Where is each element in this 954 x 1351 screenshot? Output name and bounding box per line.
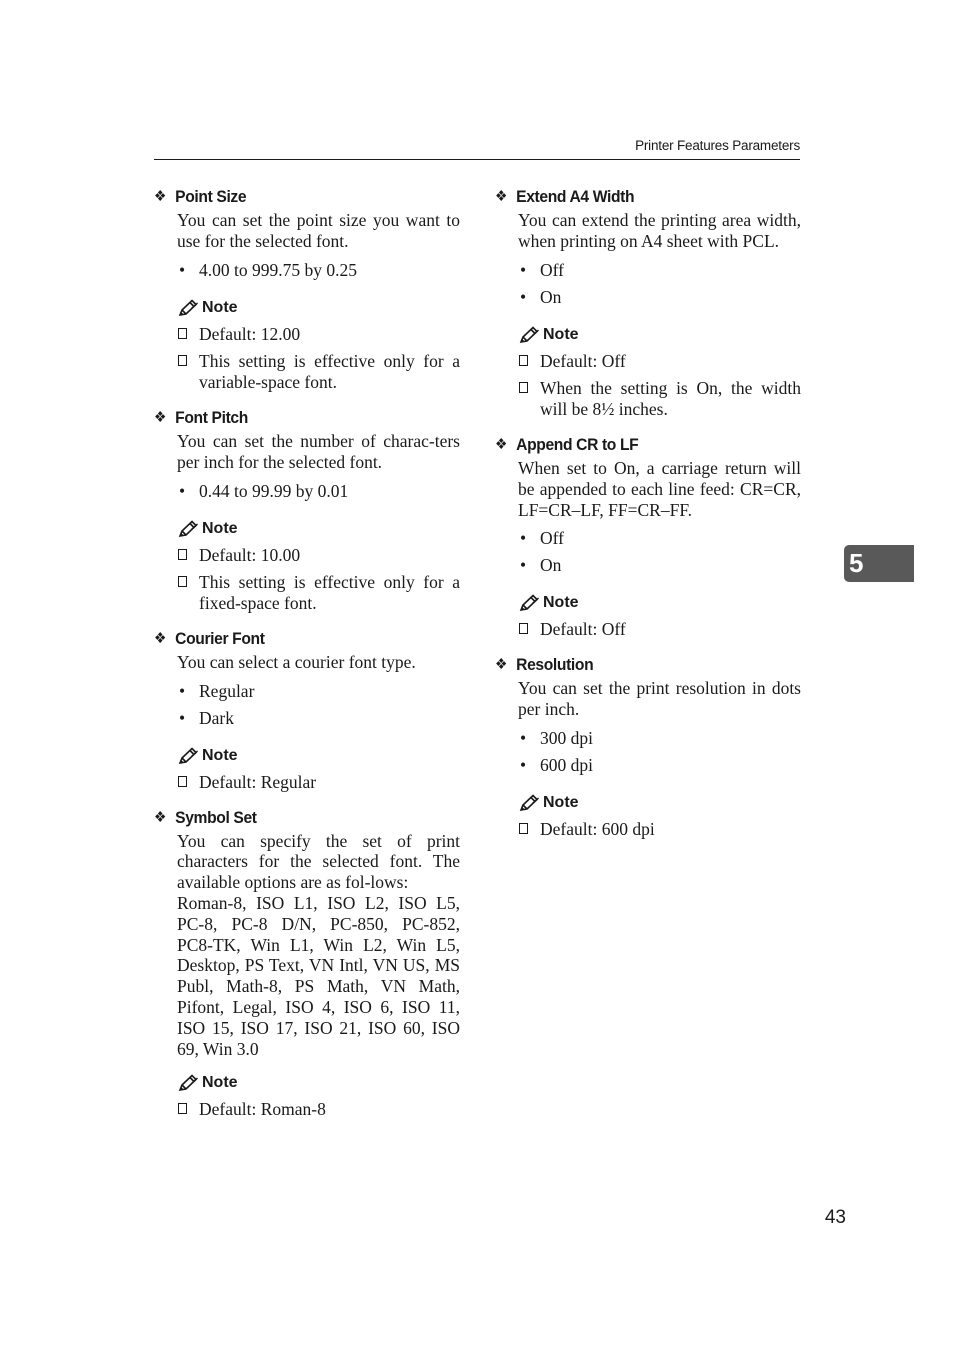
section-body-options: Roman-8, ISO L1, ISO L2, ISO L5, PC-8, PC-8 D/N, PC-850, PC-852, PC8-TK, Win L1, Win L2, Win L5, Desktop, PS Text, VN Intl, VN US, MS Publ, Math-8, PS Math, VN Math, Pifont, Legal, ISO 4, ISO 6, ISO 11, ISO 15, ISO 17, ISO 21, ISO 60, ISO 69, Win 3.0 bbox=[177, 892, 460, 1059]
diamond-ornament-icon: ❖ bbox=[154, 629, 167, 647]
diamond-ornament-icon: ❖ bbox=[154, 408, 167, 426]
note-list bbox=[518, 819, 801, 840]
bullet-icon: • bbox=[520, 555, 527, 576]
note-label: Note bbox=[202, 298, 238, 316]
option-text: On bbox=[540, 286, 562, 307]
note-text: Default: Off bbox=[540, 619, 626, 640]
option-item bbox=[177, 705, 460, 732]
note-list bbox=[518, 619, 801, 640]
section-heading bbox=[154, 184, 436, 210]
note-label: Note bbox=[543, 594, 579, 612]
section-body: You can specify the set of print characters for the selected font. The available options are as fol-lows: bbox=[177, 830, 460, 893]
option-list bbox=[177, 678, 460, 732]
option-item bbox=[518, 257, 801, 284]
option-list bbox=[177, 257, 460, 284]
pencil-note-icon bbox=[177, 1074, 202, 1092]
option-text: Off bbox=[540, 259, 564, 280]
section-body: You can extend the printing area width, when printing on A4 sheet with PCL. bbox=[518, 210, 801, 251]
note-text: Default: Regular bbox=[199, 771, 317, 792]
section-append-cr-to-lf bbox=[495, 432, 801, 640]
section-heading bbox=[154, 805, 436, 831]
pencil-note-icon bbox=[177, 299, 202, 317]
diamond-ornament-icon: ❖ bbox=[495, 435, 508, 453]
option-list bbox=[518, 257, 801, 311]
note-text: Default: 12.00 bbox=[199, 323, 301, 344]
pencil-note-icon bbox=[177, 747, 202, 765]
bullet-icon: • bbox=[179, 680, 186, 701]
checkbox-icon bbox=[178, 549, 187, 560]
note-label: Note bbox=[202, 746, 238, 764]
pencil-note-icon bbox=[177, 520, 202, 538]
option-text: 0.44 to 99.99 by 0.01 bbox=[199, 480, 349, 501]
section-title: Extend A4 Width bbox=[516, 187, 635, 206]
note-list bbox=[518, 351, 801, 420]
option-text: Dark bbox=[199, 707, 234, 728]
note-heading bbox=[518, 323, 801, 347]
note-label: Note bbox=[202, 1074, 238, 1092]
section-extend-a4-width bbox=[495, 184, 801, 420]
running-header: Printer Features Parameters bbox=[635, 138, 800, 153]
bullet-icon: • bbox=[520, 528, 527, 549]
option-list bbox=[518, 525, 801, 579]
header-rule bbox=[154, 159, 800, 160]
diamond-ornament-icon: ❖ bbox=[154, 188, 167, 205]
diamond-ornament-icon: ❖ bbox=[495, 656, 508, 674]
option-item bbox=[177, 678, 460, 705]
note-text: Default: Roman-8 bbox=[199, 1099, 326, 1120]
note-item bbox=[518, 619, 801, 640]
bullet-icon: • bbox=[179, 259, 186, 280]
note-text: Default: 10.00 bbox=[199, 544, 301, 565]
checkbox-icon bbox=[178, 576, 187, 587]
bullet-icon: • bbox=[520, 727, 527, 748]
note-label: Note bbox=[543, 793, 579, 811]
note-item bbox=[177, 324, 460, 345]
option-list bbox=[177, 478, 460, 505]
section-symbol-set bbox=[154, 805, 460, 1121]
section-body: You can set the print resolution in dots per inch. bbox=[518, 678, 801, 719]
note-heading bbox=[518, 591, 801, 615]
note-heading bbox=[177, 296, 460, 320]
bullet-icon: • bbox=[520, 286, 527, 307]
note-item bbox=[177, 545, 460, 566]
section-title: Font Pitch bbox=[175, 407, 248, 427]
note-item bbox=[177, 1099, 460, 1120]
section-point-size bbox=[154, 184, 460, 393]
note-text: Default: 600 dpi bbox=[540, 818, 655, 839]
checkbox-icon bbox=[178, 1103, 187, 1114]
note-heading bbox=[177, 517, 460, 541]
option-text: On bbox=[540, 555, 562, 576]
note-text: When the setting is On, the width will be 8½ inches. bbox=[540, 378, 801, 420]
note-heading bbox=[518, 791, 801, 815]
chapter-tab bbox=[844, 545, 914, 582]
section-title: Append CR to LF bbox=[516, 434, 639, 454]
section-font-pitch bbox=[154, 405, 460, 614]
right-column bbox=[495, 184, 801, 852]
pencil-note-icon bbox=[518, 594, 543, 612]
section-title: Courier Font bbox=[175, 628, 265, 648]
note-heading bbox=[177, 744, 460, 768]
note-item bbox=[518, 819, 801, 840]
section-courier-font bbox=[154, 626, 460, 793]
checkbox-icon bbox=[519, 623, 528, 634]
option-text: 300 dpi bbox=[540, 727, 593, 748]
section-heading bbox=[154, 405, 436, 431]
note-item bbox=[177, 351, 460, 393]
note-list bbox=[177, 1099, 460, 1120]
diamond-ornament-icon: ❖ bbox=[495, 188, 508, 205]
note-list bbox=[177, 772, 460, 793]
checkbox-icon bbox=[178, 328, 187, 339]
option-item bbox=[518, 525, 801, 552]
option-item bbox=[177, 478, 460, 505]
pencil-note-icon bbox=[518, 326, 543, 344]
section-heading bbox=[495, 184, 777, 210]
option-text: Regular bbox=[199, 680, 255, 701]
bullet-icon: • bbox=[179, 707, 186, 728]
page-number: 43 bbox=[824, 1207, 846, 1228]
option-list bbox=[518, 725, 801, 779]
checkbox-icon bbox=[178, 355, 187, 366]
checkbox-icon bbox=[519, 382, 528, 393]
section-heading bbox=[495, 432, 777, 458]
section-title: Point Size bbox=[175, 187, 247, 206]
section-body: You can set the number of charac-ters per inch for the selected font. bbox=[177, 430, 460, 472]
section-resolution bbox=[495, 652, 801, 839]
note-item bbox=[518, 351, 801, 372]
section-body: When set to On, a carriage return will be appended to each line feed: CR=CR, LF=CR–LF, FF=CR–FF. bbox=[518, 457, 801, 520]
section-heading bbox=[495, 652, 777, 678]
note-text: Default: Off bbox=[540, 350, 626, 371]
option-text: 600 dpi bbox=[540, 754, 593, 775]
note-heading bbox=[177, 1071, 460, 1095]
section-body: You can set the point size you want to use for the selected font. bbox=[177, 210, 460, 251]
option-item bbox=[518, 284, 801, 311]
note-label: Note bbox=[543, 325, 579, 343]
checkbox-icon bbox=[519, 823, 528, 834]
section-title: Resolution bbox=[516, 655, 594, 675]
pencil-note-icon bbox=[518, 794, 543, 812]
checkbox-icon bbox=[519, 355, 528, 366]
option-text: 4.00 to 999.75 by 0.25 bbox=[199, 259, 357, 280]
option-item bbox=[177, 257, 460, 284]
chapter-number: 5 bbox=[849, 548, 864, 578]
note-item bbox=[518, 378, 801, 420]
section-body: You can select a courier font type. bbox=[177, 651, 416, 672]
section-heading bbox=[154, 626, 436, 652]
option-item bbox=[518, 725, 801, 752]
note-list bbox=[177, 324, 460, 393]
option-item bbox=[518, 552, 801, 579]
note-label: Note bbox=[202, 519, 238, 537]
note-list bbox=[177, 545, 460, 614]
checkbox-icon bbox=[178, 776, 187, 787]
bullet-icon: • bbox=[179, 480, 186, 501]
note-text: This setting is effective only for a fixed-space font. bbox=[199, 572, 460, 614]
left-column bbox=[154, 184, 460, 1132]
diamond-ornament-icon: ❖ bbox=[154, 808, 167, 826]
note-item bbox=[177, 772, 460, 793]
option-item bbox=[518, 752, 801, 779]
bullet-icon: • bbox=[520, 259, 527, 280]
option-text: Off bbox=[540, 528, 564, 549]
note-item bbox=[177, 572, 460, 614]
bullet-icon: • bbox=[520, 754, 527, 775]
section-title: Symbol Set bbox=[175, 807, 257, 827]
note-text: This setting is effective only for a variable-space font. bbox=[199, 351, 460, 393]
